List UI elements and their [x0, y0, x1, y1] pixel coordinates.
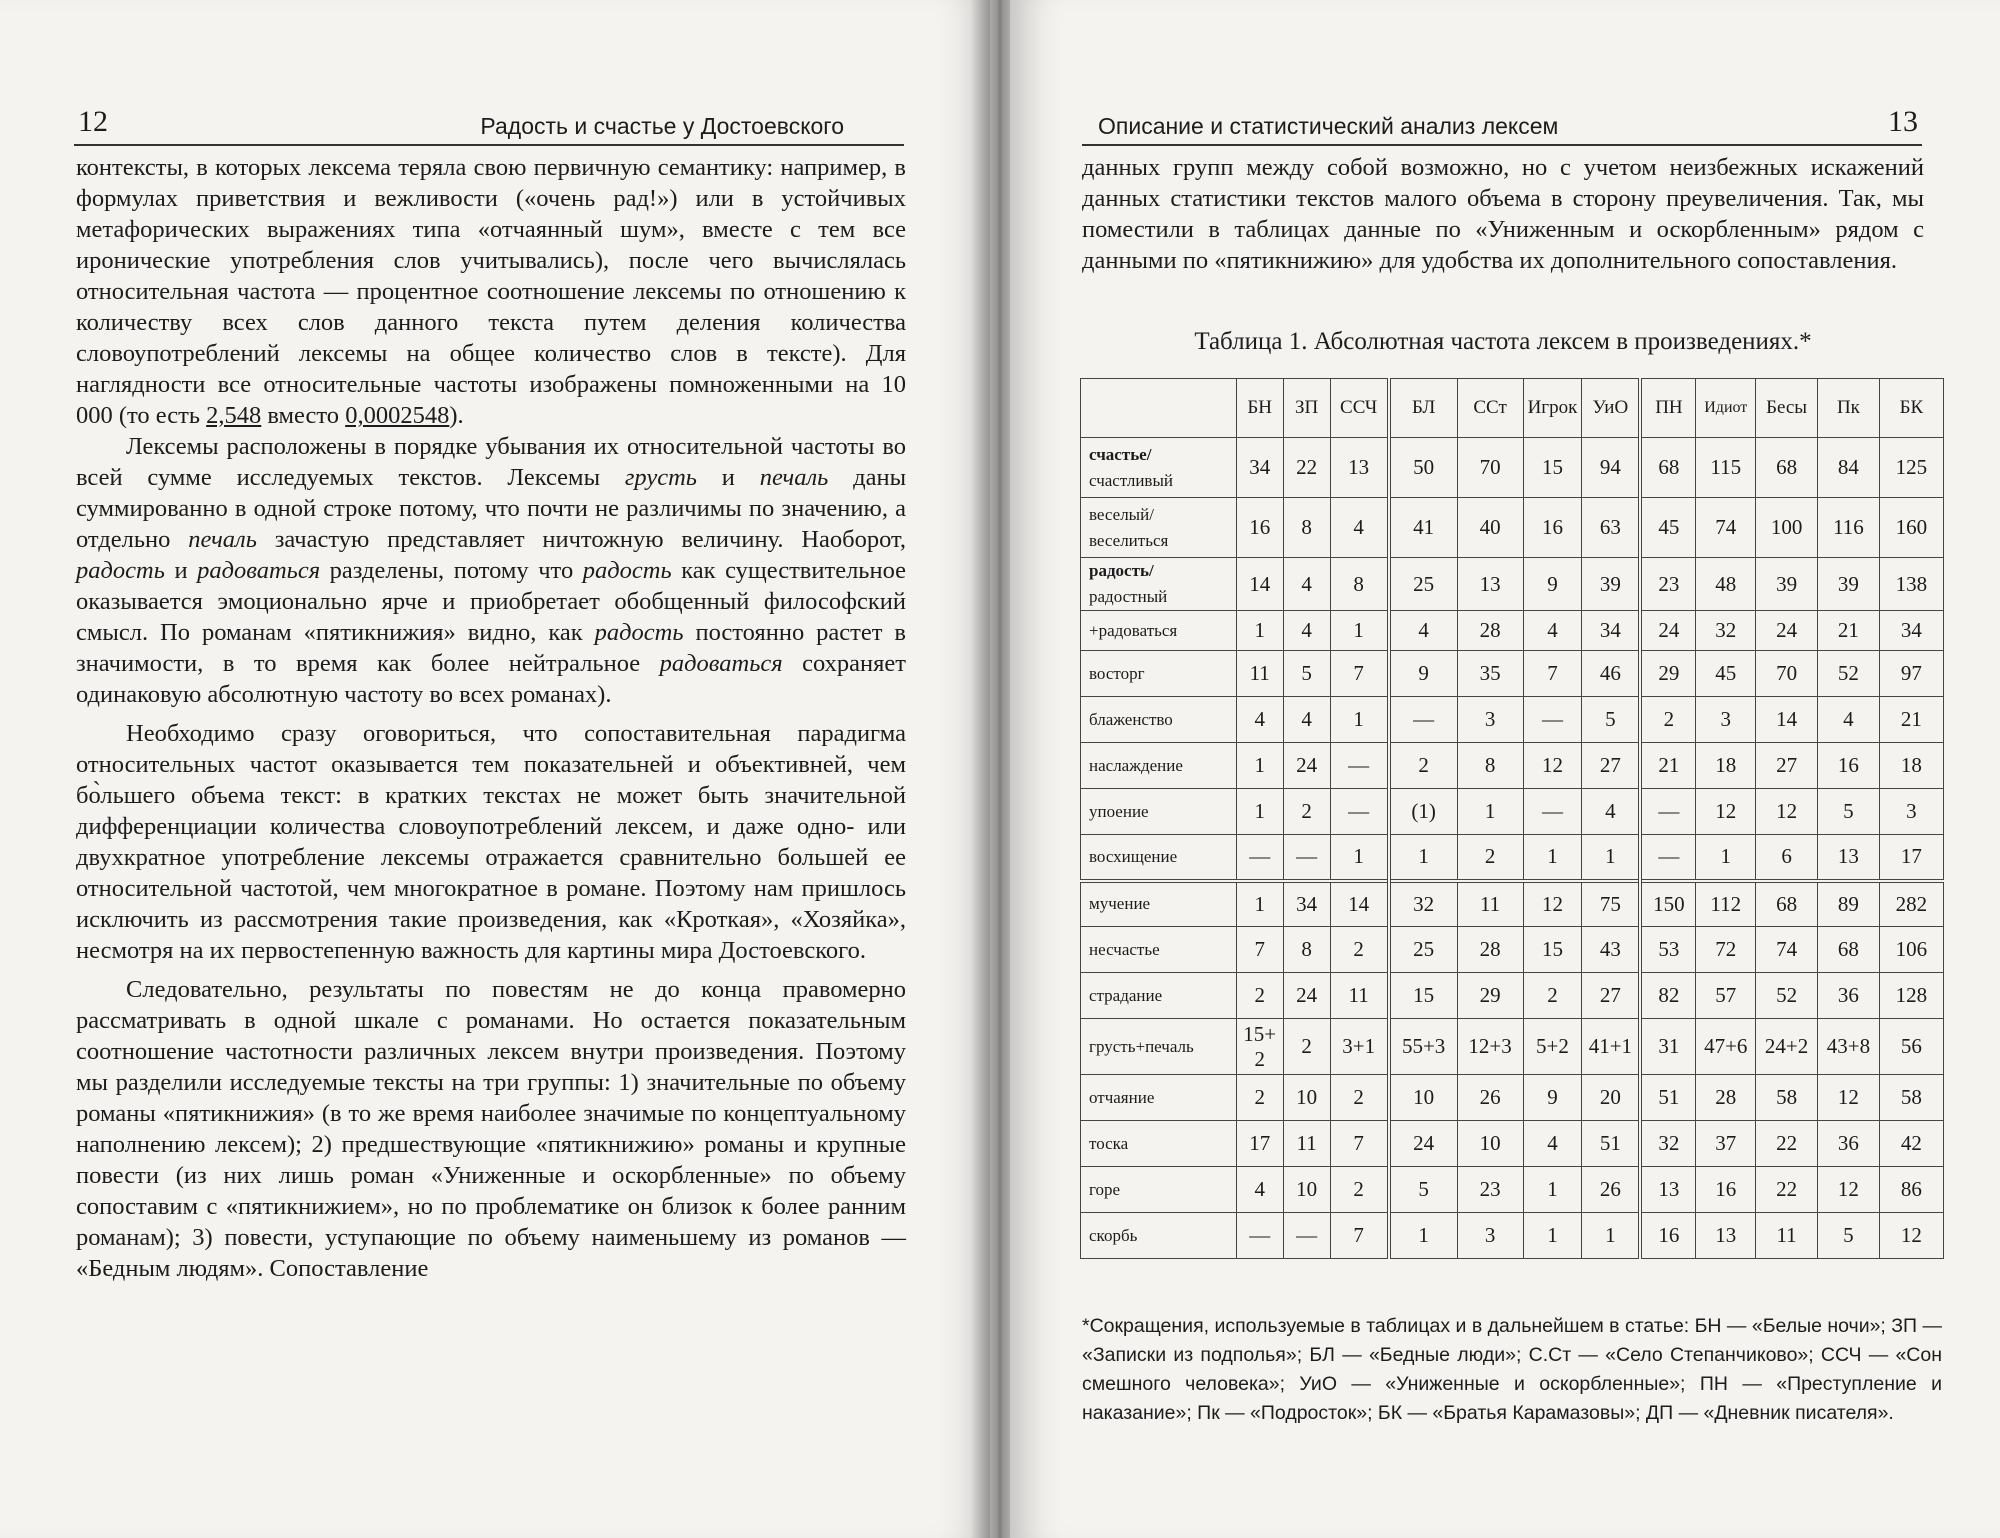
table-cell: 40 — [1457, 498, 1523, 558]
row-label-text: восторг — [1089, 663, 1145, 683]
table-cell: 68 — [1640, 438, 1695, 498]
table-cell: 8 — [1457, 743, 1523, 789]
table-cell: 68 — [1756, 881, 1818, 927]
table-cell: 8 — [1283, 927, 1330, 973]
table-footnote: *Сокращения, используемые в таблицах и в дальнейшем в статье: БН — «Белые ночи»; ЗП — «Записки из подполья»; БЛ — «Бедные люди»; С.Ст — «Село Степанчиково»; ССЧ — «Сон смешного человека»; УиО — «Униженные и оскорбленные»; ПН — «Преступление и наказание»; Пк — «Подросток»; БК — «Братья Карамазовы»; ДП — «Дневник писателя». — [1082, 1315, 1942, 1424]
table-cell: 13 — [1640, 1167, 1695, 1213]
table-cell: 74 — [1696, 498, 1756, 558]
table-cell: 53 — [1640, 927, 1695, 973]
table-cell: 45 — [1696, 651, 1756, 697]
row-label-text: скорбь — [1089, 1225, 1138, 1245]
right-running-title: Описание и статистический анализ лексем — [1098, 113, 1559, 139]
table-cell: 56 — [1879, 1019, 1943, 1075]
table-cell: 31 — [1640, 1019, 1695, 1075]
table-cell: 39 — [1582, 558, 1641, 611]
table-cell: 138 — [1879, 558, 1943, 611]
table-cell: 5 — [1582, 697, 1641, 743]
table-cell: (1) — [1389, 789, 1457, 835]
table-cell: 45 — [1640, 498, 1695, 558]
table-cell: 89 — [1818, 881, 1880, 927]
col-header: УиО — [1582, 379, 1641, 438]
table-cell: 2 — [1283, 789, 1330, 835]
table-cell: 100 — [1756, 498, 1818, 558]
table-cell: 5 — [1389, 1167, 1457, 1213]
table-cell: 86 — [1879, 1167, 1943, 1213]
table-cell: 3 — [1457, 697, 1523, 743]
left-running-title: Радость и счастье у Достоевского — [480, 113, 844, 139]
table-cell: 14 — [1756, 697, 1818, 743]
left-body-text — [76, 152, 906, 1284]
row-label-text: несчастье — [1089, 939, 1160, 959]
row-label-text: наслаждение — [1089, 755, 1183, 775]
table-cell: 16 — [1696, 1167, 1756, 1213]
table-cell: 160 — [1879, 498, 1943, 558]
row-label — [1081, 651, 1237, 697]
left-page-number: 12 — [78, 105, 108, 138]
row-label-bold: радость/ — [1089, 561, 1154, 580]
table-cell: 23 — [1640, 558, 1695, 611]
right-page-number: 13 — [1888, 105, 1918, 138]
table-row — [1081, 1019, 1944, 1075]
table-row — [1081, 743, 1944, 789]
table-cell: 2 — [1330, 927, 1389, 973]
table-cell: 2 — [1640, 697, 1695, 743]
table-cell: 84 — [1818, 438, 1880, 498]
table-cell: 11 — [1236, 651, 1283, 697]
table-cell: 13 — [1457, 558, 1523, 611]
col-header: Игрок — [1523, 379, 1582, 438]
left-paragraph-3: Необходимо сразу оговориться, что сопоставительная парадигма относительных частот оказывается тем показательней и объективней, чем бо̀льшего объема текст: в кратких текстах не может быть значительной дифференциации количества словоупотреблений лексем, и даже одно- или двухкратное употребление лексемы отражается сравнительно большей ее относительной частотой, чем многократное в романе. Поэтому нам пришлось исключить из рассмотрения такие произведения, как «Кроткая», «Хозяйка», несмотря на их первостепенную важность для картины мира Достоевского. — [76, 720, 906, 964]
col-header: ЗП — [1283, 379, 1330, 438]
table-row — [1081, 789, 1944, 835]
row-label — [1081, 438, 1237, 498]
row-label-text: блаженство — [1089, 709, 1173, 729]
table-cell: 4 — [1818, 697, 1880, 743]
table-cell: 7 — [1523, 651, 1582, 697]
table-cell: 9 — [1523, 558, 1582, 611]
table-cell: 6 — [1756, 835, 1818, 881]
table-cell: 28 — [1457, 611, 1523, 651]
table-cell: 7 — [1330, 1121, 1389, 1167]
table-cell: 17 — [1236, 1121, 1283, 1167]
table-cell: 4 — [1283, 697, 1330, 743]
col-header: Пк — [1818, 379, 1880, 438]
table-cell: 4 — [1330, 498, 1389, 558]
table-cell: 32 — [1640, 1121, 1695, 1167]
table-cell: — — [1236, 1213, 1283, 1259]
row-label-text: +радоваться — [1089, 620, 1178, 640]
table-cell: 12 — [1696, 789, 1756, 835]
table-cell: 1 — [1523, 1213, 1582, 1259]
frequency-table — [1080, 378, 1944, 1259]
table-cell: — — [1640, 835, 1695, 881]
table-row — [1081, 927, 1944, 973]
left-page — [0, 0, 990, 1538]
table-cell: 48 — [1696, 558, 1756, 611]
table-row — [1081, 611, 1944, 651]
left-paragraph-2: Лексемы расположены в порядке убывания их относительной частоты во всей сумме исследуемых текстов. Лексемы грусть и печаль даны суммированно в одной строке потому, что почти не различимы по значению, а отдельно печаль зачастую представляет ничтожную величину. Наоборот, радость и радоваться разделены, потому что радость как существительное оказывается эмоционально ярче и приобретает обобщенный философский смысл. По романам «пятикнижия» видно, как радость постоянно растет в значимости, в то время как более нейтральное радоваться сохраняет одинаковую абсолютную частоту во всех романах). — [76, 433, 907, 708]
table-cell: 22 — [1756, 1121, 1818, 1167]
row-label — [1081, 973, 1237, 1019]
table-cell: 68 — [1818, 927, 1880, 973]
table-cell: 1 — [1236, 611, 1283, 651]
col-header: Бесы — [1756, 379, 1818, 438]
table-cell: 58 — [1756, 1075, 1818, 1121]
table-cell: 27 — [1756, 743, 1818, 789]
table-cell: 10 — [1283, 1075, 1330, 1121]
table-cell: 1 — [1582, 835, 1641, 881]
table-cell: 18 — [1879, 743, 1943, 789]
table-cell: 32 — [1696, 611, 1756, 651]
table-cell: 1 — [1330, 697, 1389, 743]
table-cell: 1 — [1582, 1213, 1641, 1259]
table-cell: 39 — [1756, 558, 1818, 611]
col-header: ССт — [1457, 379, 1523, 438]
table-cell: 26 — [1582, 1167, 1641, 1213]
row-label-text: веселый/ веселиться — [1089, 504, 1169, 550]
table-cell: 13 — [1818, 835, 1880, 881]
table-cell: 24 — [1756, 611, 1818, 651]
table-cell: 70 — [1756, 651, 1818, 697]
table-row — [1081, 651, 1944, 697]
table-cell: 34 — [1283, 881, 1330, 927]
table-cell: 7 — [1330, 651, 1389, 697]
table-cell: 11 — [1457, 881, 1523, 927]
table-cell: 34 — [1236, 438, 1283, 498]
row-label-text: отчаяние — [1089, 1087, 1155, 1107]
table-cell: 1 — [1523, 1167, 1582, 1213]
table-cell: 58 — [1879, 1075, 1943, 1121]
table-cell: 97 — [1879, 651, 1943, 697]
table-cell: 12 — [1756, 789, 1818, 835]
table-cell: 10 — [1389, 1075, 1457, 1121]
col-header: БК — [1879, 379, 1943, 438]
table-cell: 4 — [1523, 1121, 1582, 1167]
row-label — [1081, 927, 1237, 973]
table-cell: 35 — [1457, 651, 1523, 697]
table-cell: 27 — [1582, 743, 1641, 789]
table-cell: 2 — [1283, 1019, 1330, 1075]
row-label-text: радостный — [1089, 587, 1168, 606]
row-label-bold: счастье/ — [1089, 444, 1152, 464]
table-cell: 14 — [1330, 881, 1389, 927]
table-cell: 2 — [1330, 1167, 1389, 1213]
table-row — [1081, 558, 1944, 611]
table-cell: 1 — [1236, 881, 1283, 927]
frequency-table-wrap — [1080, 378, 1944, 1259]
table-cell: 2 — [1236, 1075, 1283, 1121]
table-cell: 22 — [1283, 438, 1330, 498]
table-cell: 15+ 2 — [1236, 1019, 1283, 1075]
table-row — [1081, 881, 1944, 927]
table-cell: 36 — [1818, 1121, 1880, 1167]
table-cell: — — [1236, 835, 1283, 881]
table-cell: 9 — [1389, 651, 1457, 697]
table-cell: 29 — [1457, 973, 1523, 1019]
row-label-text: грусть+печаль — [1089, 1036, 1194, 1056]
table-cell: 25 — [1389, 558, 1457, 611]
table-cell: 24 — [1283, 743, 1330, 789]
table-cell: 26 — [1457, 1075, 1523, 1121]
left-paragraph-4: Следовательно, результаты по повестям не до конца правомерно рассматривать в одной шкале с романами. Но остается показательным соотношение частотности различных лексем внутри произведения. Поэтому мы разделили исследуемые тексты на три группы: 1) значительные по объему романы «пятикнижия» (в то же время наиболее значимые по концептуальному наполнению лексем); 2) предшествующие «пятикнижию» романы и крупные повести (из них лишь роман «Униженные и оскорбленные» по объему сопоставим с «пятикнижием», но по проблематике он близок к более ранним романам); 3) повести, уступающие по объему наименьшему из романов — «Бедным людям». Сопоставление — [76, 976, 906, 1282]
table-cell: 12 — [1818, 1075, 1880, 1121]
table-cell: 12+3 — [1457, 1019, 1523, 1075]
left-paragraph-1: контексты, в которых лексема теряла свою первичную семантику: например, в формулах приветствия и вежливости («очень рад!») или в устойчивых метафорических выражениях типа «отчаянный шум», вместе с тем все иронические употребления слов учитывались), после чего вычислялась относительная частота — процентное соотношение лексемы по отношению к количеству всех слов данного текста путем деления количества словоупотреблений лексемы на общее количество слов в тексте). Для наглядности все относительные частоты изображены помноженными на 10 000 (то есть 2,548 вместо 0,0002548). — [76, 154, 906, 429]
table-row — [1081, 697, 1944, 743]
table-cell: 11 — [1330, 973, 1389, 1019]
table-cell: 25 — [1389, 927, 1457, 973]
row-label — [1081, 1213, 1237, 1259]
table-cell: 21 — [1818, 611, 1880, 651]
table-cell: 41 — [1389, 498, 1457, 558]
table-cell: 1 — [1389, 835, 1457, 881]
table-cell: — — [1330, 789, 1389, 835]
table-cell: 8 — [1330, 558, 1389, 611]
table-cell: 2 — [1236, 973, 1283, 1019]
table-cell: 106 — [1879, 927, 1943, 973]
table-cell: 21 — [1879, 697, 1943, 743]
row-label — [1081, 835, 1237, 881]
table-cell: 57 — [1696, 973, 1756, 1019]
table-cell: 15 — [1523, 438, 1582, 498]
table-cell: 18 — [1696, 743, 1756, 789]
table-cell: 282 — [1879, 881, 1943, 927]
table-cell: 24 — [1389, 1121, 1457, 1167]
row-label — [1081, 789, 1237, 835]
table-cell: 4 — [1523, 611, 1582, 651]
row-label-text: восхищение — [1089, 846, 1178, 866]
table-cell: 112 — [1696, 881, 1756, 927]
row-label-text: мучение — [1089, 894, 1151, 914]
table-cell: 12 — [1523, 881, 1582, 927]
table-cell: 4 — [1582, 789, 1641, 835]
number-2548: 2,548 — [206, 402, 262, 429]
right-intro-paragraph: данных групп между собой возможно, но с учетом неизбежных искажений данных статистики текстов малого объема в сторону преувеличения. Так, мы поместили в таблицах данные по «Униженным и оскорбленным» рядом с данными по «пятикнижию» для удобства их дополнительного сопоставления. — [1082, 154, 1924, 274]
table-cell: 4 — [1236, 1167, 1283, 1213]
table-cell: — — [1389, 697, 1457, 743]
table-cell: 22 — [1756, 1167, 1818, 1213]
table-cell: — — [1330, 743, 1389, 789]
table-cell: 55+3 — [1389, 1019, 1457, 1075]
row-label-text: упоение — [1089, 801, 1149, 821]
table-cell: 12 — [1818, 1167, 1880, 1213]
table-cell: 15 — [1523, 927, 1582, 973]
table-cell: 3 — [1696, 697, 1756, 743]
table-cell: 5 — [1818, 789, 1880, 835]
row-label — [1081, 1167, 1237, 1213]
table-cell: 3 — [1457, 1213, 1523, 1259]
table-cell: 5 — [1283, 651, 1330, 697]
right-running-head — [1082, 100, 1922, 146]
table-cell: 115 — [1696, 438, 1756, 498]
number-00002548: 0,0002548 — [345, 402, 450, 429]
table-cell: 68 — [1756, 438, 1818, 498]
table-row — [1081, 1213, 1944, 1259]
col-header: Идиот — [1696, 379, 1756, 438]
table-cell: 52 — [1818, 651, 1880, 697]
table-cell: 1 — [1330, 835, 1389, 881]
table-cell: 51 — [1640, 1075, 1695, 1121]
row-label — [1081, 1019, 1237, 1075]
table-cell: — — [1283, 1213, 1330, 1259]
table-cell: 17 — [1879, 835, 1943, 881]
table-cell: 16 — [1523, 498, 1582, 558]
table-cell: 82 — [1640, 973, 1695, 1019]
table-cell: 34 — [1879, 611, 1943, 651]
row-label — [1081, 1121, 1237, 1167]
table-cell: 16 — [1640, 1213, 1695, 1259]
row-label — [1081, 1075, 1237, 1121]
table-cell: 1 — [1457, 789, 1523, 835]
table-cell: 11 — [1283, 1121, 1330, 1167]
table-cell: 2 — [1523, 973, 1582, 1019]
table-cell: 1 — [1696, 835, 1756, 881]
table-cell: 11 — [1756, 1213, 1818, 1259]
table-cell: 24 — [1640, 611, 1695, 651]
table-cell: 63 — [1582, 498, 1641, 558]
table-row — [1081, 835, 1944, 881]
table-cell: 125 — [1879, 438, 1943, 498]
table-row — [1081, 1075, 1944, 1121]
table-cell: 12 — [1879, 1213, 1943, 1259]
table-cell: 4 — [1283, 611, 1330, 651]
table-cell: 36 — [1818, 973, 1880, 1019]
table-cell: 1 — [1389, 1213, 1457, 1259]
table-cell: 46 — [1582, 651, 1641, 697]
table-cell: 43+8 — [1818, 1019, 1880, 1075]
table-cell: 7 — [1330, 1213, 1389, 1259]
table-cell: 75 — [1582, 881, 1641, 927]
table-cell: 13 — [1330, 438, 1389, 498]
table-cell: 74 — [1756, 927, 1818, 973]
table-row — [1081, 438, 1944, 498]
header-corner — [1081, 379, 1237, 438]
table-cell: 1 — [1330, 611, 1389, 651]
row-label — [1081, 697, 1237, 743]
table-cell: 47+6 — [1696, 1019, 1756, 1075]
table-row — [1081, 498, 1944, 558]
table-cell: 21 — [1640, 743, 1695, 789]
table-cell: — — [1523, 697, 1582, 743]
table-cell: 43 — [1582, 927, 1641, 973]
table-cell: 5 — [1818, 1213, 1880, 1259]
table-cell: 4 — [1389, 611, 1457, 651]
row-label-text: страдание — [1089, 985, 1163, 1005]
table-cell: 29 — [1640, 651, 1695, 697]
col-header: ССЧ — [1330, 379, 1389, 438]
table-cell: — — [1640, 789, 1695, 835]
table-cell: 150 — [1640, 881, 1695, 927]
row-label — [1081, 881, 1237, 927]
table-cell: 3 — [1879, 789, 1943, 835]
table-cell: 28 — [1696, 1075, 1756, 1121]
table-caption: Таблица 1. Абсолютная частота лексем в произведениях.* — [1194, 328, 1812, 355]
table-cell: 94 — [1582, 438, 1641, 498]
table-cell: 10 — [1457, 1121, 1523, 1167]
table-cell: 23 — [1457, 1167, 1523, 1213]
row-label-text: горе — [1089, 1179, 1121, 1199]
row-label-text: тоска — [1089, 1133, 1129, 1153]
table-cell: 4 — [1236, 697, 1283, 743]
table-cell: 7 — [1236, 927, 1283, 973]
col-header: ПН — [1640, 379, 1695, 438]
table-cell: 15 — [1389, 973, 1457, 1019]
row-label — [1081, 611, 1237, 651]
table-cell: 41+1 — [1582, 1019, 1641, 1075]
table-cell: 34 — [1582, 611, 1641, 651]
table-cell: 39 — [1818, 558, 1880, 611]
table-cell: 27 — [1582, 973, 1641, 1019]
right-page — [1010, 0, 2000, 1538]
table-cell: 13 — [1696, 1213, 1756, 1259]
table-cell: 3+1 — [1330, 1019, 1389, 1075]
table-cell: 2 — [1457, 835, 1523, 881]
table-cell: 4 — [1283, 558, 1330, 611]
table-cell: 2 — [1330, 1075, 1389, 1121]
table-cell: 1 — [1236, 789, 1283, 835]
table-cell: 2 — [1389, 743, 1457, 789]
table-cell: 37 — [1696, 1121, 1756, 1167]
table-cell: 14 — [1236, 558, 1283, 611]
table-row — [1081, 1167, 1944, 1213]
table-cell: 20 — [1582, 1075, 1641, 1121]
table-cell: — — [1283, 835, 1330, 881]
table-cell: 28 — [1457, 927, 1523, 973]
table-row — [1081, 973, 1944, 1019]
table-row — [1081, 1121, 1944, 1167]
table-cell: — — [1523, 789, 1582, 835]
table-cell: 116 — [1818, 498, 1880, 558]
table-cell: 51 — [1582, 1121, 1641, 1167]
table-body — [1081, 438, 1944, 1259]
table-cell: 32 — [1389, 881, 1457, 927]
table-cell: 24+2 — [1756, 1019, 1818, 1075]
table-cell: 10 — [1283, 1167, 1330, 1213]
table-cell: 5+2 — [1523, 1019, 1582, 1075]
table-cell: 70 — [1457, 438, 1523, 498]
row-label — [1081, 498, 1237, 558]
table-cell: 16 — [1818, 743, 1880, 789]
col-header: БН — [1236, 379, 1283, 438]
table-cell: 128 — [1879, 973, 1943, 1019]
row-label — [1081, 558, 1237, 611]
right-body-text — [1082, 152, 1924, 276]
table-cell: 9 — [1523, 1075, 1582, 1121]
table-cell: 8 — [1283, 498, 1330, 558]
table-cell: 42 — [1879, 1121, 1943, 1167]
table-cell: 1 — [1236, 743, 1283, 789]
table-cell: 72 — [1696, 927, 1756, 973]
table-cell: 52 — [1756, 973, 1818, 1019]
table-header-row — [1081, 379, 1944, 438]
row-label — [1081, 743, 1237, 789]
table-cell: 12 — [1523, 743, 1582, 789]
table-cell: 16 — [1236, 498, 1283, 558]
table-cell: 50 — [1389, 438, 1457, 498]
table-cell: 1 — [1523, 835, 1582, 881]
row-label-text: счастливый — [1089, 470, 1173, 490]
col-header: БЛ — [1389, 379, 1457, 438]
table-cell: 24 — [1283, 973, 1330, 1019]
left-running-head — [74, 100, 904, 146]
